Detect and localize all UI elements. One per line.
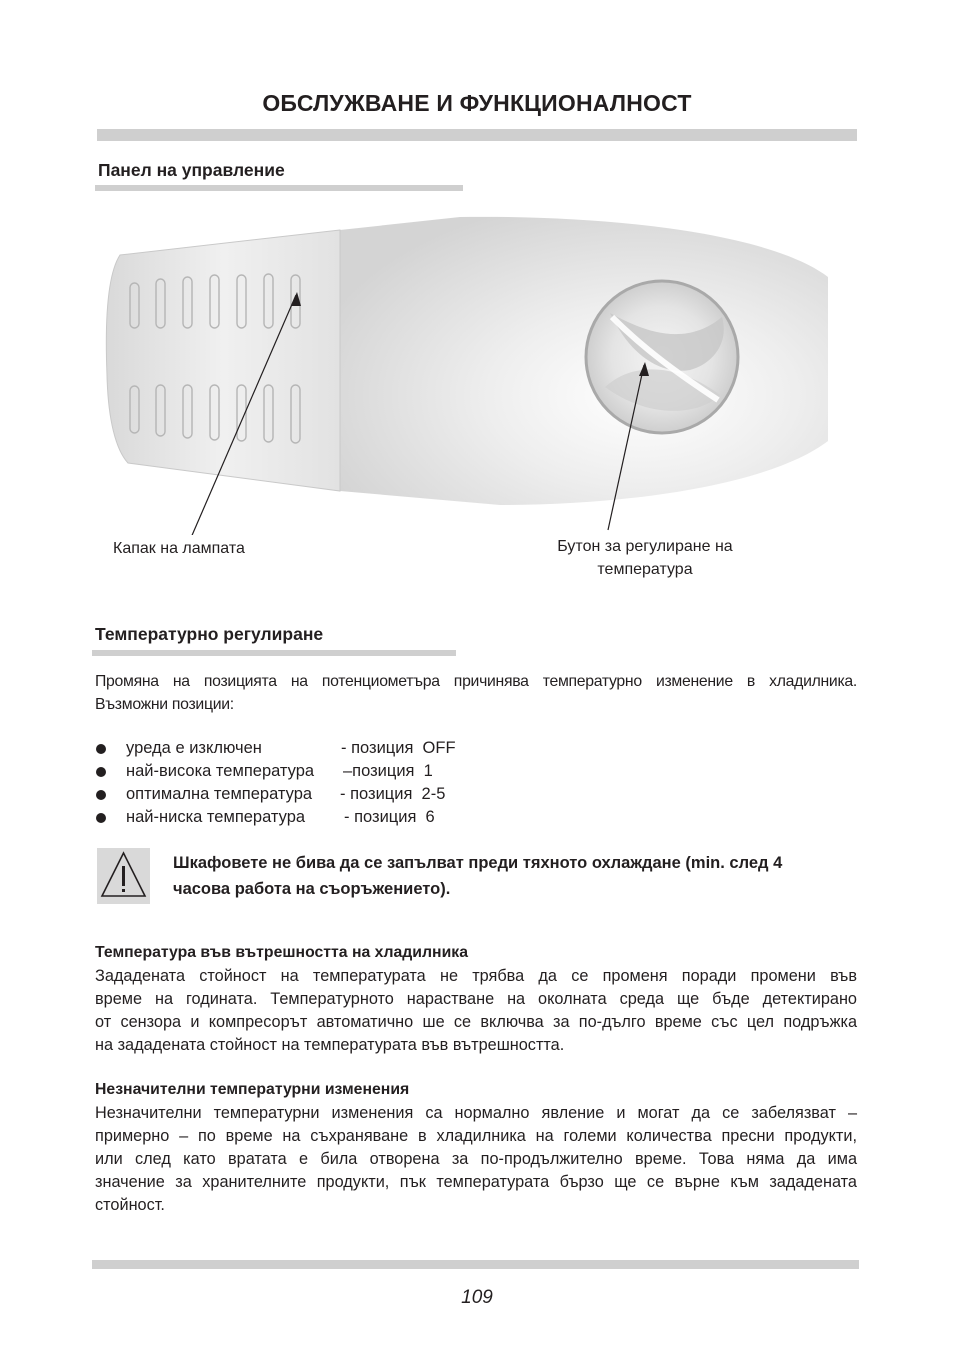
bullet-icon xyxy=(96,767,106,777)
temp-regulation-divider xyxy=(92,650,456,656)
inside-temperature-heading: Температура във вътрешността на хладилника xyxy=(95,944,468,961)
paragraph-line: или след като вратата е била отворена за по-продължително време. Това няма да има xyxy=(95,1150,857,1168)
knob-label-line1: Бутон за регулиране на xyxy=(557,538,733,555)
paragraph-line: на зададената стойност на температурата във вътрешността. xyxy=(95,1036,565,1054)
paragraph-line: значение за хранителните продукти, пък температурата бързо ще се върне към зададената xyxy=(95,1173,857,1191)
bullet-icon xyxy=(96,790,106,800)
lamp-cover xyxy=(106,230,340,491)
paragraph-line: време на годината. Температурното нарастване на околната среда ще бъде детектирано xyxy=(95,990,857,1008)
lamp-cover-label: Капак на лампата xyxy=(113,540,245,557)
positions-list xyxy=(96,737,596,829)
warning-line-2: часова работа на съоръжението). xyxy=(173,880,451,898)
position-name: уреда е изключен xyxy=(126,739,262,757)
page-number: 109 xyxy=(461,1287,493,1308)
title-divider xyxy=(97,129,857,141)
paragraph-line: стойност. xyxy=(95,1196,165,1214)
bullet-icon xyxy=(96,744,106,754)
intro-line-2: Възможни позиции: xyxy=(95,696,234,713)
temp-regulation-intro xyxy=(95,670,857,716)
position-value: - позиция 6 xyxy=(344,808,435,826)
warning-text xyxy=(173,850,863,902)
paragraph-line: от сензора и компресорът автоматично ше се включва за по-дълго време със цел подръжка xyxy=(95,1013,857,1031)
panel-body xyxy=(340,217,828,505)
paragraph-line: Незначителни температурни изменения са нормално явление и могат да се забелязват – xyxy=(95,1104,857,1122)
position-name: най-висока температура xyxy=(126,762,315,780)
list-item xyxy=(96,760,596,783)
inside-temperature-paragraph xyxy=(95,965,857,1057)
footer-divider xyxy=(92,1260,859,1269)
bullet-icon xyxy=(96,813,106,823)
knob-label xyxy=(520,535,770,581)
position-name: оптимална температура xyxy=(126,785,313,803)
control-panel-illustration xyxy=(90,205,850,535)
control-panel-heading: Панел на управление xyxy=(98,160,285,180)
position-value: - позиция 2-5 xyxy=(340,785,446,803)
control-panel-diagram xyxy=(90,205,850,535)
warning-line-1: Шкафовете не бива да се запълват преди тяхното охлаждане (min. след 4 xyxy=(173,854,783,872)
paragraph-line: примерно – по време на съхраняване в хладилника на големи количества пресни продукти, xyxy=(95,1127,857,1145)
minor-changes-paragraph xyxy=(95,1102,857,1217)
page-title: ОБСЛУЖВАНЕ И ФУНКЦИОНАЛНОСТ xyxy=(262,90,692,116)
paragraph-line: Зададената стойност на температурата не трябва да се променя поради промени във xyxy=(95,967,857,985)
control-panel-divider xyxy=(95,185,463,191)
minor-changes-heading: Незначителни температурни изменения xyxy=(95,1081,410,1098)
position-name: най-ниска температура xyxy=(126,808,306,826)
position-value: - позиция OFF xyxy=(341,739,456,757)
temp-regulation-heading: Температурно регулиране xyxy=(95,624,324,644)
warning-triangle-icon xyxy=(97,848,150,904)
position-value: –позиция 1 xyxy=(343,762,433,780)
list-item xyxy=(96,783,596,806)
knob-label-line2: температура xyxy=(597,561,693,578)
temperature-knob xyxy=(586,281,738,433)
list-item xyxy=(96,737,596,760)
intro-line-1: Промяна на позицията на потенциометъра причинява температурно изменение в хладилника. xyxy=(95,673,857,690)
list-item xyxy=(96,806,596,829)
warning-box xyxy=(97,848,150,904)
